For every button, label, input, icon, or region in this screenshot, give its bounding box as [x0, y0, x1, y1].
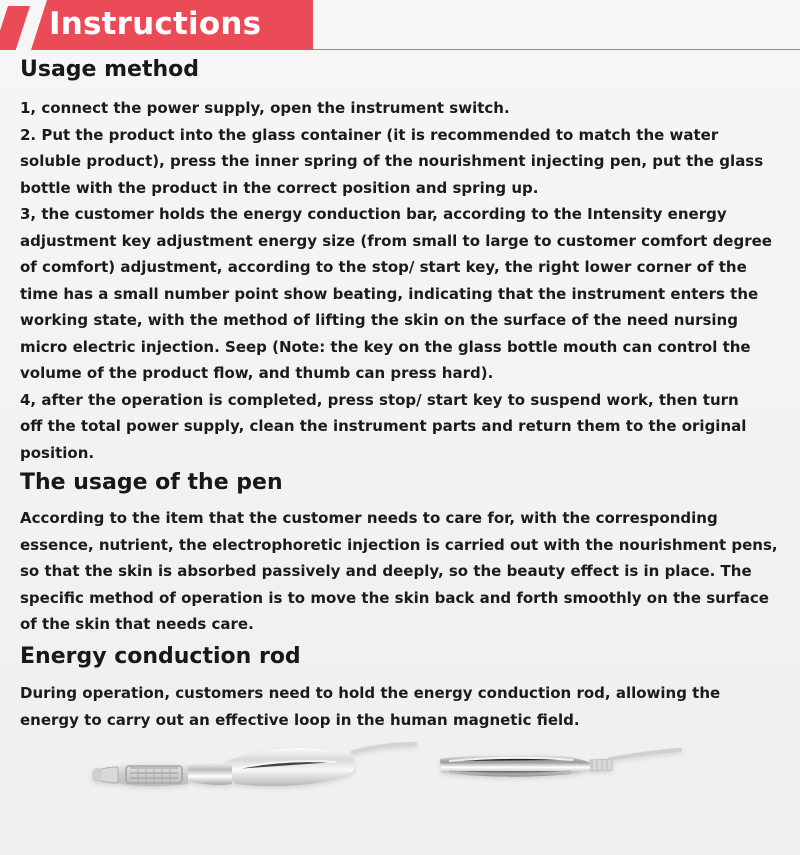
banner-divider-line	[313, 49, 800, 50]
energy-rod-paragraph: During operation, customers need to hold the energy conduction rod, allowing the energy to carry out an effective loop in the human magnetic field.	[20, 684, 721, 729]
energy-rod-heading: Energy conduction rod	[20, 644, 301, 669]
usage-method-section	[20, 54, 780, 466]
usage-method-heading: Usage method	[20, 57, 200, 82]
page-title: Instructions	[49, 6, 262, 42]
energy-conduction-rod-icon	[440, 750, 680, 777]
instructions-banner	[0, 0, 800, 52]
usage-method-paragraph: 1, connect the power supply, open the instrument switch. 2. Put the product into the glass container (it is recommended to match the water soluble product), press the inner spring of the nourishment injecting pen, put the glass bottle with the product in the correct position and spring up. 3, the customer holds the energy conduction bar, according to the Intensity energy adjustment key adjustment energy size (from small to large to customer comfort degree of comfort) adjustment, according to the stop/ start key, the right lower corner of the time has a small number point show beating, indicating that the instrument enters the working state, with the method of lifting the skin on the surface of the need nursing micro electric injection. Seep (Note: the key on the glass bottle mouth can control the volume of the product flow, and thumb can press hard). 4, after the operation is completed, press stop/ start key to suspend work, then turn off the total power supply, clean the instrument parts and return them to the original position.	[20, 99, 772, 462]
energy-rod-section	[20, 641, 780, 733]
nourishment-pen-icon	[92, 744, 415, 786]
device-images	[0, 726, 800, 855]
pen-usage-paragraph: According to the item that the customer needs to care for, with the corresponding essence, nutrient, the electrophoretic injection is carried out with the nourishment pens, so that the skin is absorbed passively and deeply, so the beauty effect is in place. The specific method of operation is to move the skin back and forth smoothly on the surface of the skin that needs care.	[20, 509, 778, 633]
banner-slant-accent	[0, 6, 30, 50]
pen-usage-heading: The usage of the pen	[20, 470, 283, 495]
pen-usage-section	[20, 467, 780, 638]
